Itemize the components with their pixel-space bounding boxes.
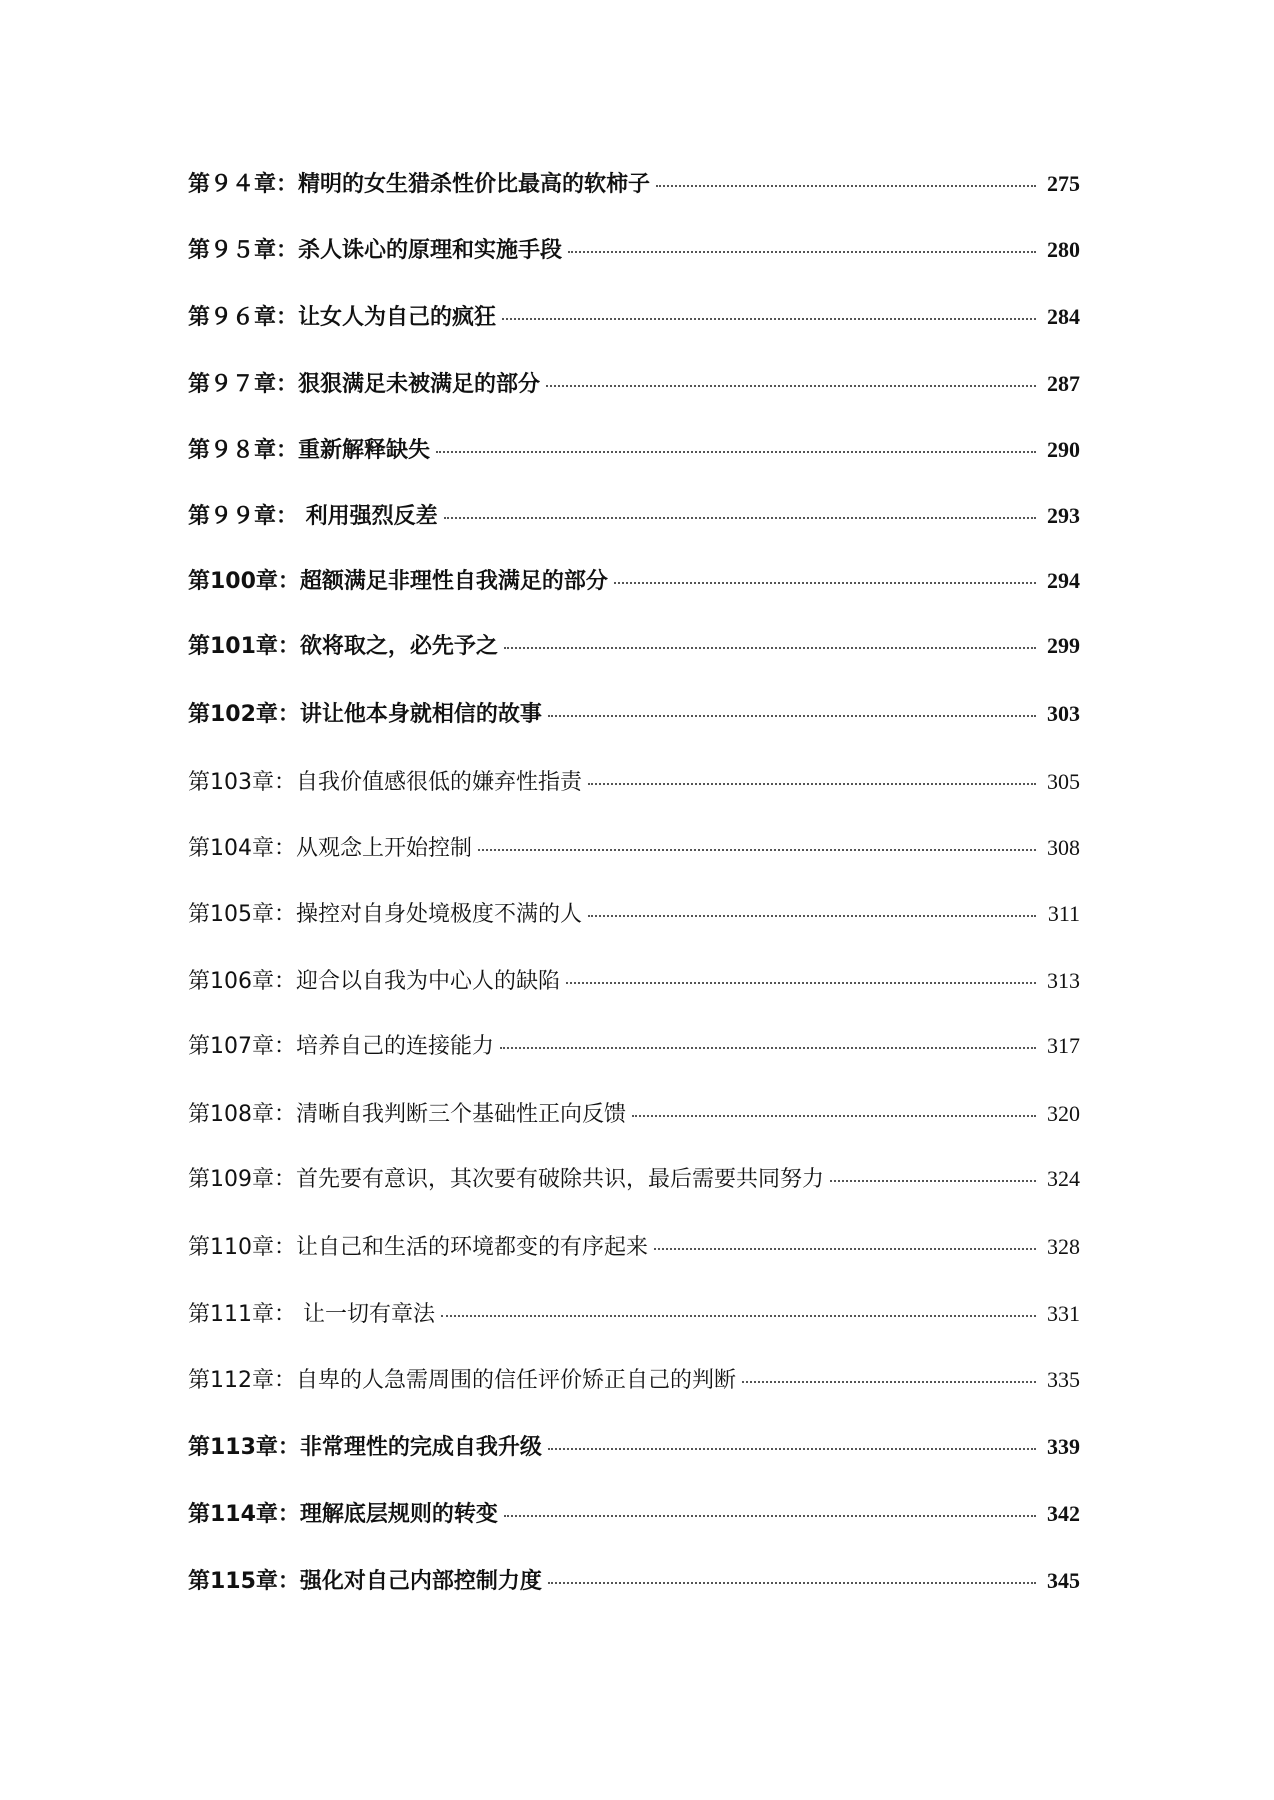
toc-entry-page-number: 317 — [1047, 1033, 1080, 1058]
toc-dot-leader — [436, 451, 1036, 453]
toc-entry[interactable] — [188, 299, 1080, 335]
toc-entry-page-number: 320 — [1047, 1101, 1080, 1126]
toc-entry-page-number: 339 — [1047, 1434, 1080, 1459]
toc-entry-title: 第９７章：狠狠满足未被满足的部分 — [188, 372, 541, 397]
toc-entry-page-number: 335 — [1047, 1367, 1080, 1392]
toc-dot-leader — [444, 517, 1036, 519]
toc-entry[interactable] — [188, 432, 1080, 468]
toc-entry[interactable] — [188, 830, 1080, 866]
toc-entry[interactable] — [188, 896, 1080, 932]
toc-dot-leader — [654, 1248, 1036, 1250]
toc-entry[interactable] — [188, 563, 1080, 599]
toc-entry-title: 第112章：自卑的人急需周围的信任评价矫正自己的判断 — [188, 1368, 736, 1393]
toc-entry-page-number: 331 — [1047, 1301, 1080, 1326]
toc-entry-title: 第109章：首先要有意识，其次要有破除共识，最后需要共同努力 — [188, 1167, 824, 1192]
toc-entry-page-number: 324 — [1047, 1166, 1080, 1191]
toc-dot-leader — [742, 1381, 1036, 1383]
toc-dot-leader — [588, 915, 1036, 917]
toc-dot-leader — [546, 385, 1036, 387]
toc-entry[interactable] — [188, 1563, 1080, 1599]
toc-dot-leader — [568, 251, 1036, 253]
toc-entry[interactable] — [188, 696, 1080, 732]
toc-entry-title: 第９５章：杀人诛心的原理和实施手段 — [188, 238, 563, 263]
toc-entry-page-number: 328 — [1047, 1234, 1080, 1259]
toc-entry-page-number: 275 — [1047, 171, 1080, 196]
toc-entry-page-number: 305 — [1047, 769, 1080, 794]
toc-dot-leader — [504, 647, 1036, 649]
toc-entry-title: 第９６章：让女人为自己的疯狂 — [188, 305, 497, 330]
toc-entry[interactable] — [188, 1096, 1080, 1132]
toc-entry-title: 第104章：从观念上开始控制 — [188, 836, 472, 861]
toc-dot-leader — [588, 783, 1036, 785]
toc-dot-leader — [548, 1448, 1036, 1450]
toc-entry-page-number: 290 — [1047, 437, 1080, 462]
toc-entry[interactable] — [188, 166, 1080, 202]
toc-entry-title: 第９９章： 利用强烈反差 — [188, 504, 438, 529]
toc-dot-leader — [502, 318, 1036, 320]
toc-entry-title: 第102章：讲让他本身就相信的故事 — [188, 702, 542, 727]
toc-entry-title: 第113章：非常理性的完成自我升级 — [188, 1435, 542, 1460]
toc-entry-page-number: 293 — [1047, 503, 1080, 528]
toc-dot-leader — [478, 849, 1036, 851]
toc-entry-title: 第100章：超额满足非理性自我满足的部分 — [188, 569, 608, 594]
toc-entry[interactable] — [188, 1362, 1080, 1398]
toc-entry[interactable] — [188, 628, 1080, 664]
toc-entry-title: 第９４章：精明的女生猎杀性价比最高的软柿子 — [188, 172, 651, 197]
toc-entry-page-number: 280 — [1047, 237, 1080, 262]
toc-entry-page-number: 299 — [1047, 633, 1080, 658]
toc-entry-page-number: 303 — [1047, 701, 1080, 726]
toc-dot-leader — [656, 185, 1036, 187]
toc-entry-title: 第106章：迎合以自我为中心人的缺陷 — [188, 969, 560, 994]
toc-entry-title: 第107章：培养自己的连接能力 — [188, 1034, 494, 1059]
toc-dot-leader — [632, 1115, 1036, 1117]
toc-entry-page-number: 342 — [1047, 1501, 1080, 1526]
toc-entry[interactable] — [188, 498, 1080, 534]
toc-entry[interactable] — [188, 1296, 1080, 1332]
toc-entry[interactable] — [188, 1028, 1080, 1064]
toc-dot-leader — [830, 1180, 1036, 1182]
toc-dot-leader — [548, 715, 1036, 717]
toc-dot-leader — [548, 1582, 1036, 1584]
toc-entry-page-number: 311 — [1047, 901, 1080, 926]
toc-entry-page-number: 308 — [1047, 835, 1080, 860]
toc-entry-title: 第111章： 让一切有章法 — [188, 1302, 435, 1327]
toc-dot-leader — [500, 1047, 1036, 1049]
toc-entry[interactable] — [188, 963, 1080, 999]
toc-entry-title: 第114章：理解底层规则的转变 — [188, 1502, 498, 1527]
toc-entry-page-number: 345 — [1047, 1568, 1080, 1593]
toc-entry-title: 第115章：强化对自己内部控制力度 — [188, 1569, 542, 1594]
toc-entry-page-number: 287 — [1047, 371, 1080, 396]
toc-entry-title: 第105章：操控对自身处境极度不满的人 — [188, 902, 582, 927]
toc-entry-page-number: 284 — [1047, 304, 1080, 329]
toc-entry-page-number: 294 — [1047, 568, 1080, 593]
toc-entry-title: 第101章：欲将取之，必先予之 — [188, 634, 498, 659]
toc-entry[interactable] — [188, 1429, 1080, 1465]
toc-dot-leader — [614, 582, 1036, 584]
toc-dot-leader — [441, 1315, 1036, 1317]
toc-entry[interactable] — [188, 1161, 1080, 1197]
toc-entry-title: 第103章：自我价值感很低的嫌弃性指责 — [188, 770, 582, 795]
toc-entry-title: 第110章：让自己和生活的环境都变的有序起来 — [188, 1235, 648, 1260]
toc-entry[interactable] — [188, 1229, 1080, 1265]
toc-entry[interactable] — [188, 1496, 1080, 1532]
toc-dot-leader — [566, 982, 1036, 984]
toc-entry[interactable] — [188, 232, 1080, 268]
toc-entry-page-number: 313 — [1047, 968, 1080, 993]
toc-entry-title: 第108章：清晰自我判断三个基础性正向反馈 — [188, 1102, 626, 1127]
toc-entry-title: 第９８章：重新解释缺失 — [188, 438, 431, 463]
toc-entry[interactable] — [188, 764, 1080, 800]
toc-entry[interactable] — [188, 366, 1080, 402]
toc-dot-leader — [504, 1515, 1036, 1517]
